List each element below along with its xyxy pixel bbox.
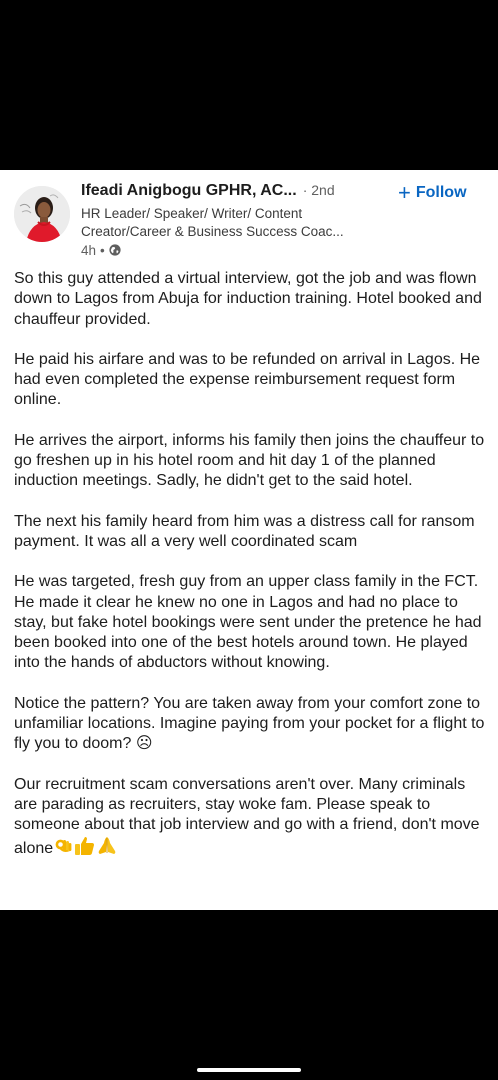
ok-hand-emoji bbox=[54, 836, 73, 861]
folded-hands-emoji bbox=[96, 836, 118, 861]
author-block bbox=[81, 182, 481, 259]
connection-degree: · 2nd bbox=[302, 182, 335, 198]
post-paragraph: He arrives the airport, informs his family then joins the chauffeur to go freshen up in his hotel room and hit day 1 of the planned induction meetings. Sadly, he didn't get to the said hotel. bbox=[14, 431, 485, 490]
post-meta bbox=[81, 241, 481, 259]
closing-text: Our recruitment scam conversations aren't over. Many criminals are parading as recruiters, stay woke fam. Please speak to someone about that job interview and go with a friend, don't move alone bbox=[14, 775, 480, 857]
linkedin-post-card bbox=[0, 170, 498, 910]
globe-icon bbox=[109, 244, 121, 256]
author-name[interactable]: Ifeadi Anigbogu GPHR, AC... bbox=[81, 182, 297, 199]
home-indicator[interactable] bbox=[197, 1068, 301, 1072]
follow-label: Follow bbox=[415, 184, 467, 201]
author-avatar[interactable] bbox=[14, 186, 70, 242]
post-paragraph: He paid his airfare and was to be refunded on arrival in Lagos. He had even completed the expense reimbursement request form online. bbox=[14, 350, 481, 409]
headline-line-1: HR Leader/ Speaker/ Writer/ Content bbox=[81, 206, 303, 221]
post-paragraph-closing bbox=[14, 775, 486, 861]
post-time: 4h bbox=[81, 242, 97, 258]
post-body bbox=[14, 269, 486, 881]
post-paragraph: So this guy attended a virtual interview, got the job and was flown down to Lagos from Abuja for induction training. Hotel booked and chauffeur provided. bbox=[14, 270, 482, 328]
plus-icon: + bbox=[398, 180, 411, 205]
post-header bbox=[0, 170, 498, 260]
thumbs-up-emoji bbox=[74, 836, 95, 861]
meta-separator: • bbox=[100, 242, 105, 258]
author-headline bbox=[81, 205, 481, 241]
headline-line-2: Creator/Career & Business Success Coac... bbox=[81, 224, 344, 239]
post-paragraph: The next his family heard from him was a distress call for ransom payment. It was all a very well coordinated scam bbox=[14, 512, 475, 550]
post-paragraph: He was targeted, fresh guy from an upper class family in the FCT. He made it clear he knew no one in Lagos and had no place to stay, but fake hotel bookings were sent under the pretence he had been booked into one of the best hotels around town. He played into the hands of abductors without knowing. bbox=[14, 573, 482, 672]
post-paragraph: Notice the pattern? You are taken away from your comfort zone to unfamiliar locations. Imagine paying from your pocket for a flight to fly you to doom? ☹ bbox=[14, 694, 485, 753]
follow-button[interactable] bbox=[398, 182, 467, 204]
avatar-photo-icon bbox=[14, 186, 70, 242]
